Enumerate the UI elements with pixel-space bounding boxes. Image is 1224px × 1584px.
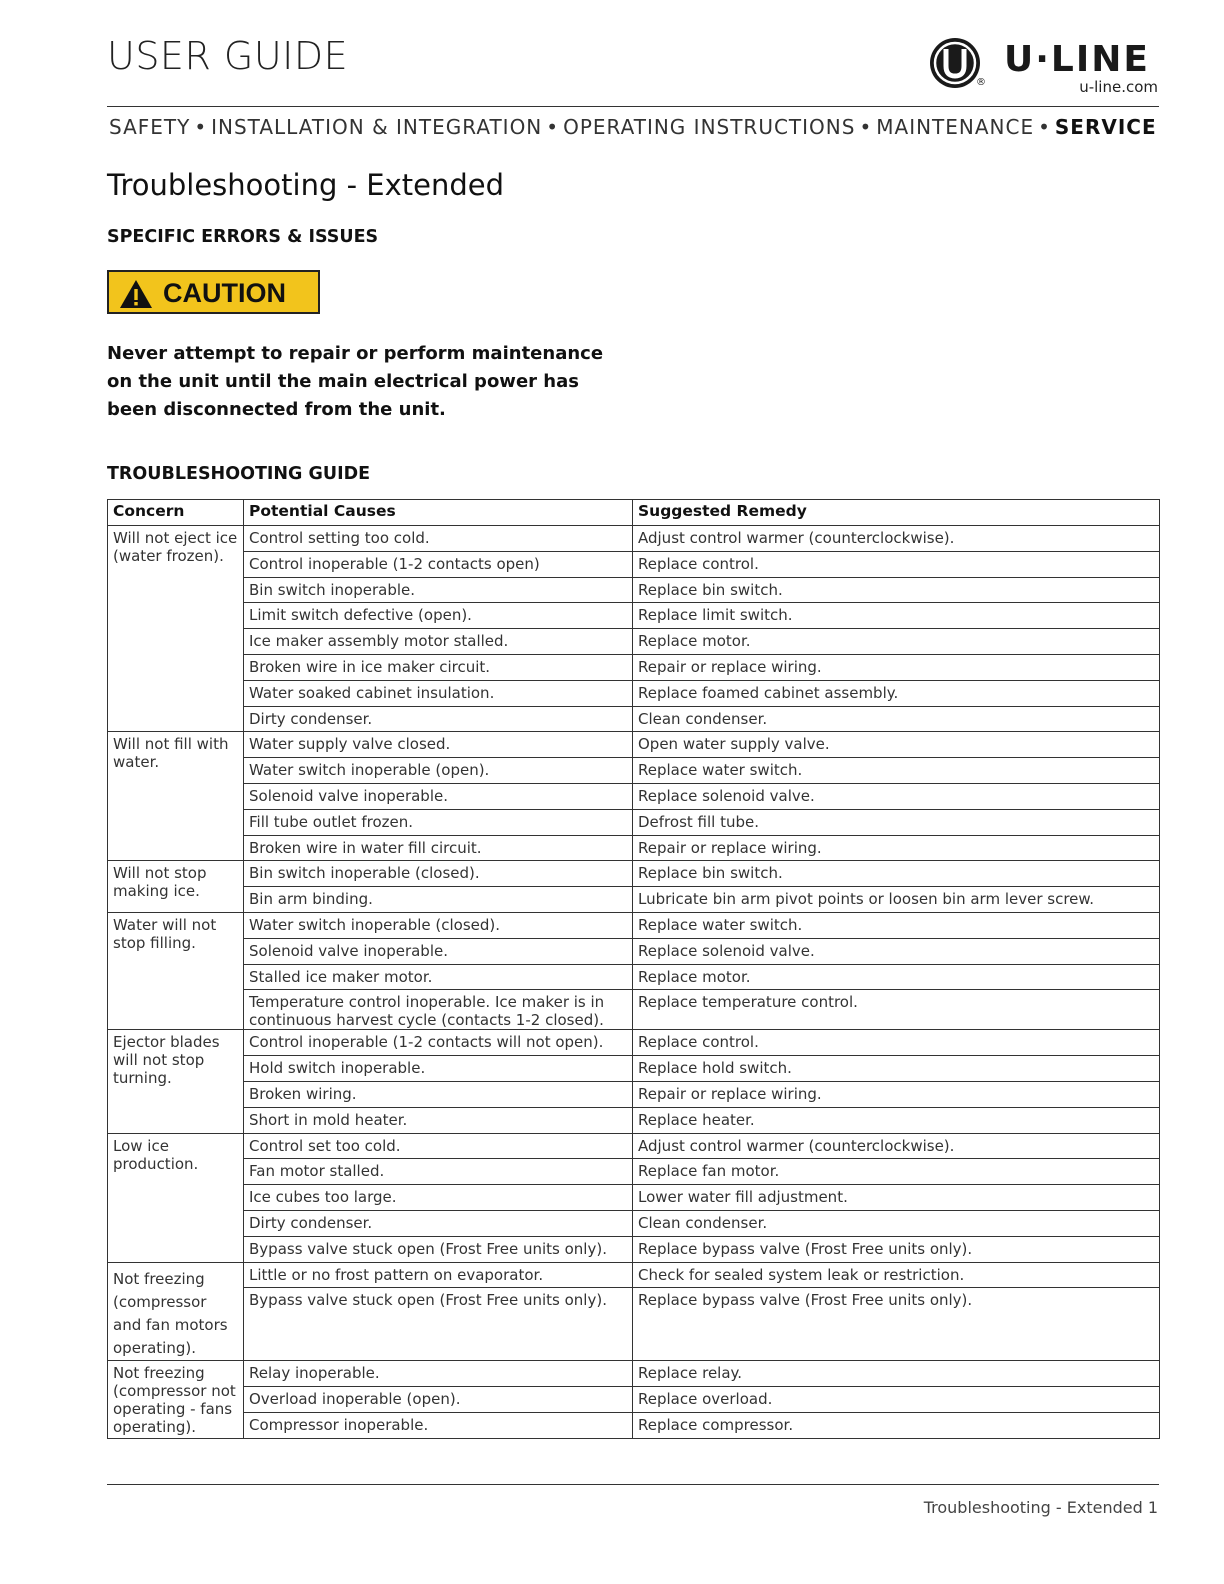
cause-cell: Stalled ice maker motor. — [244, 964, 633, 990]
cause-cell: Dirty condenser. — [244, 706, 633, 732]
remedy-cell: Replace bypass valve (Frost Free units only). — [633, 1236, 1160, 1262]
cause-cell: Solenoid valve inoperable. — [244, 938, 633, 964]
remedy-cell: Replace solenoid valve. — [633, 938, 1160, 964]
doc-title: USER GUIDE — [107, 34, 349, 78]
concern-cell: Low ice production. — [108, 1133, 244, 1262]
remedy-cell: Replace control. — [633, 551, 1160, 577]
table-row — [108, 1288, 1160, 1361]
table-row — [108, 990, 1160, 1030]
cause-cell: Water switch inoperable (open). — [244, 758, 633, 784]
remedy-cell: Replace hold switch. — [633, 1056, 1160, 1082]
concern-cell: Ejector blades will not stop turning. — [108, 1030, 244, 1133]
concern-cell: Will not fill with water. — [108, 732, 244, 861]
page-footer: Troubleshooting - Extended 1 — [923, 1498, 1158, 1517]
cause-cell: Control setting too cold. — [244, 526, 633, 552]
remedy-cell: Repair or replace wiring. — [633, 835, 1160, 861]
warning-line: Never attempt to repair or perform maintenance — [107, 343, 604, 364]
warning-line: on the unit until the main electrical power has — [107, 371, 579, 392]
cause-cell: Bypass valve stuck open (Frost Free units only). — [244, 1288, 633, 1361]
remedy-cell: Replace motor. — [633, 964, 1160, 990]
remedy-cell: Adjust control warmer (counterclockwise). — [633, 1133, 1160, 1159]
remedy-cell: Replace compressor. — [633, 1412, 1160, 1438]
column-header-causes: Potential Causes — [244, 500, 633, 526]
nav-item-safety[interactable]: SAFETY — [109, 115, 191, 139]
remedy-cell: Replace temperature control. — [633, 990, 1160, 1030]
remedy-cell: Replace water switch. — [633, 912, 1160, 938]
table-row — [108, 603, 1160, 629]
page-heading: Troubleshooting - Extended — [107, 168, 504, 202]
cause-cell: Control inoperable (1-2 contacts open) — [244, 551, 633, 577]
table-row — [108, 1081, 1160, 1107]
table-row — [108, 912, 1160, 938]
cause-cell: Relay inoperable. — [244, 1361, 633, 1387]
cause-cell: Bin arm binding. — [244, 887, 633, 913]
brand-logo[interactable] — [928, 34, 1160, 94]
remedy-cell: Lower water fill adjustment. — [633, 1185, 1160, 1211]
remedy-cell: Defrost fill tube. — [633, 809, 1160, 835]
cause-cell: Water supply valve closed. — [244, 732, 633, 758]
table-row — [108, 577, 1160, 603]
caution-label — [107, 270, 320, 314]
table-row — [108, 1361, 1160, 1387]
remedy-cell: Replace bin switch. — [633, 861, 1160, 887]
table-row — [108, 1185, 1160, 1211]
table-row — [108, 783, 1160, 809]
registered-mark: ® — [976, 77, 986, 88]
table-row — [108, 1412, 1160, 1438]
remedy-cell: Replace heater. — [633, 1107, 1160, 1133]
remedy-cell: Replace control. — [633, 1030, 1160, 1056]
cause-cell: Hold switch inoperable. — [244, 1056, 633, 1082]
remedy-cell: Replace solenoid valve. — [633, 783, 1160, 809]
nav-separator: • — [1038, 115, 1051, 139]
remedy-cell: Replace bypass valve (Frost Free units only). — [633, 1288, 1160, 1361]
cause-cell: Compressor inoperable. — [244, 1412, 633, 1438]
warning-triangle-icon — [119, 279, 153, 309]
section-nav — [109, 115, 1159, 139]
remedy-cell: Clean condenser. — [633, 706, 1160, 732]
table-row — [108, 1387, 1160, 1413]
nav-separator: • — [194, 115, 208, 139]
cause-cell: Dirty condenser. — [244, 1210, 633, 1236]
nav-item-installation-integration[interactable]: INSTALLATION & INTEGRATION — [211, 115, 543, 139]
remedy-cell: Open water supply valve. — [633, 732, 1160, 758]
table-row — [108, 732, 1160, 758]
nav-separator: • — [546, 115, 560, 139]
table-row — [108, 1159, 1160, 1185]
cause-cell: Bin switch inoperable (closed). — [244, 861, 633, 887]
table-row — [108, 1210, 1160, 1236]
cause-cell: Overload inoperable (open). — [244, 1387, 633, 1413]
column-header-concern: Concern — [108, 500, 244, 526]
concern-cell: Will not stop making ice. — [108, 861, 244, 913]
remedy-cell: Repair or replace wiring. — [633, 654, 1160, 680]
remedy-cell: Clean condenser. — [633, 1210, 1160, 1236]
logo-wordmark: U·LINE — [1004, 39, 1150, 80]
troubleshooting-table — [107, 499, 1160, 1439]
remedy-cell: Replace bin switch. — [633, 577, 1160, 603]
u-line-logo-icon — [928, 36, 982, 90]
table-header-row — [108, 500, 1160, 526]
remedy-cell: Replace fan motor. — [633, 1159, 1160, 1185]
section-heading-troubleshooting-guide: TROUBLESHOOTING GUIDE — [107, 464, 371, 484]
cause-cell: Control inoperable (1-2 contacts will not open). — [244, 1030, 633, 1056]
concern-cell: Not freezing (compressor not operating - fans operating). — [108, 1361, 244, 1438]
table-row — [108, 551, 1160, 577]
table-row — [108, 809, 1160, 835]
cause-cell: Short in mold heater. — [244, 1107, 633, 1133]
section-heading-specific-errors: SPECIFIC ERRORS & ISSUES — [107, 227, 379, 247]
table-row — [108, 654, 1160, 680]
nav-item-operating-instructions[interactable]: OPERATING INSTRUCTIONS — [563, 115, 856, 139]
logo-url[interactable]: u-line.com — [1079, 78, 1158, 96]
cause-cell: Control set too cold. — [244, 1133, 633, 1159]
caution-text: CAUTION — [163, 278, 286, 308]
table-row — [108, 680, 1160, 706]
concern-cell: Not freezing (compressor and fan motors operating). — [108, 1262, 244, 1361]
cause-cell: Water soaked cabinet insulation. — [244, 680, 633, 706]
cause-cell: Solenoid valve inoperable. — [244, 783, 633, 809]
remedy-cell: Check for sealed system leak or restriction. — [633, 1262, 1160, 1288]
table-row — [108, 1236, 1160, 1262]
remedy-cell: Replace foamed cabinet assembly. — [633, 680, 1160, 706]
warning-line: been disconnected from the unit. — [107, 399, 446, 420]
remedy-cell: Replace overload. — [633, 1387, 1160, 1413]
cause-cell: Bin switch inoperable. — [244, 577, 633, 603]
header-divider — [107, 106, 1159, 107]
nav-item-maintenance[interactable]: MAINTENANCE — [876, 115, 1035, 139]
remedy-cell: Replace water switch. — [633, 758, 1160, 784]
cause-cell: Limit switch defective (open). — [244, 603, 633, 629]
cause-cell: Ice maker assembly motor stalled. — [244, 629, 633, 655]
footer-divider — [107, 1484, 1159, 1485]
remedy-cell: Adjust control warmer (counterclockwise). — [633, 526, 1160, 552]
cause-cell: Broken wire in ice maker circuit. — [244, 654, 633, 680]
cause-cell: Temperature control inoperable. Ice maker is in continuous harvest cycle (contacts 1-2 closed). — [244, 990, 633, 1030]
remedy-cell: Repair or replace wiring. — [633, 1081, 1160, 1107]
warning-message — [107, 340, 607, 424]
cause-cell: Fill tube outlet frozen. — [244, 809, 633, 835]
nav-separator: • — [859, 115, 873, 139]
remedy-cell: Replace motor. — [633, 629, 1160, 655]
cause-cell: Water switch inoperable (closed). — [244, 912, 633, 938]
table-row — [108, 835, 1160, 861]
table-row — [108, 861, 1160, 887]
table-row — [108, 964, 1160, 990]
table-row — [108, 887, 1160, 913]
cause-cell: Broken wire in water fill circuit. — [244, 835, 633, 861]
concern-cell: Will not eject ice (water frozen). — [108, 526, 244, 732]
remedy-cell: Lubricate bin arm pivot points or loosen bin arm lever screw. — [633, 887, 1160, 913]
table-row — [108, 526, 1160, 552]
table-row — [108, 1107, 1160, 1133]
cause-cell: Ice cubes too large. — [244, 1185, 633, 1211]
remedy-cell: Replace relay. — [633, 1361, 1160, 1387]
table-row — [108, 1262, 1160, 1288]
remedy-cell: Replace limit switch. — [633, 603, 1160, 629]
cause-cell: Fan motor stalled. — [244, 1159, 633, 1185]
table-row — [108, 706, 1160, 732]
cause-cell: Little or no frost pattern on evaporator. — [244, 1262, 633, 1288]
table-row — [108, 758, 1160, 784]
table-row — [108, 1056, 1160, 1082]
cause-cell: Bypass valve stuck open (Frost Free units only). — [244, 1236, 633, 1262]
table-row — [108, 629, 1160, 655]
nav-item-service[interactable]: SERVICE — [1054, 115, 1157, 139]
table-row — [108, 938, 1160, 964]
table-row — [108, 1133, 1160, 1159]
column-header-remedy: Suggested Remedy — [633, 500, 1160, 526]
table-row — [108, 1030, 1160, 1056]
concern-cell: Water will not stop filling. — [108, 912, 244, 1029]
cause-cell: Broken wiring. — [244, 1081, 633, 1107]
